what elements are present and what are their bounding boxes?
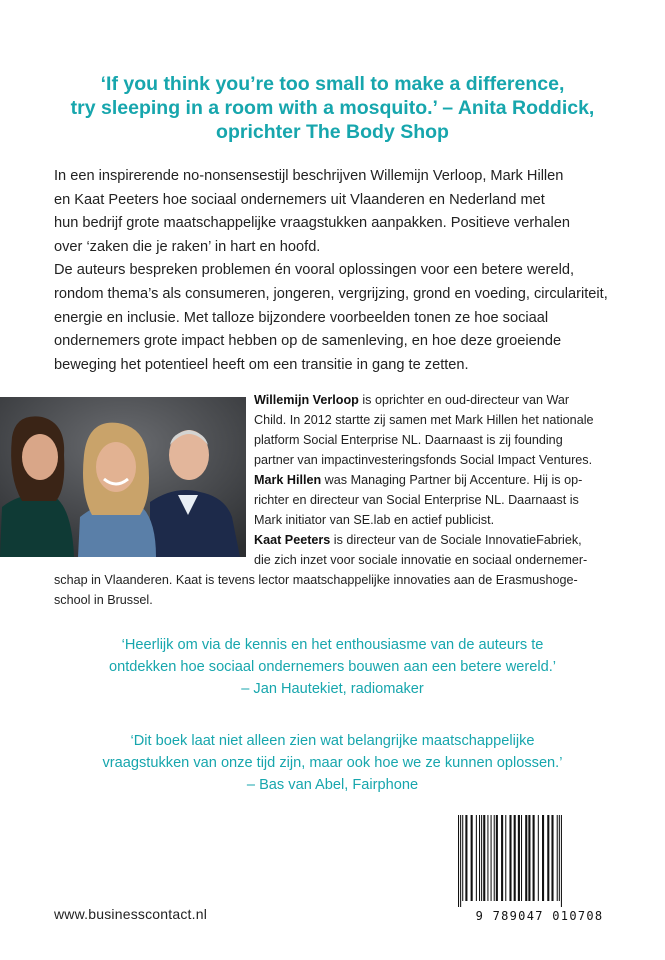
bio-line: schap in Vlaanderen. Kaat is tevens lector maatschappelijke innovaties aan de Erasmushoge- [54,573,578,587]
barcode-bar [487,815,488,901]
bio-line: partner van impactinvesteringsfonds Social Impact Ventures. [254,453,593,467]
hero-quote-line: oprichter The Body Shop [216,121,449,143]
authors-photo [0,397,246,557]
bio-line [254,530,582,550]
barcode-bar [476,815,477,901]
hero-quote-line: try sleeping in a room with a mosquito.’ – Anita Roddick, [70,97,595,119]
endorsement-quote [40,730,625,796]
barcode-bars [454,815,625,907]
barcode-bar [491,815,492,901]
barcode-bar [462,815,463,901]
intro-line: rondom thema’s als consumeren, jongeren, vergrijzing, grond en voeding, circulariteit, [54,285,608,302]
intro-line: over ‘zaken die je raken’ in hart en hoofd. [54,238,321,255]
barcode-bar [559,815,560,901]
author-name-kaat: Kaat Peeters [254,533,331,547]
barcode-bar [505,815,506,901]
intro-line: ondernemers grote impact hebben op de samenleving, en hoe deze groeiende [54,333,562,350]
barcode-bar [518,815,520,901]
isbn-number: 9 789047 010708 [475,909,604,923]
endorsement-attribution: – Jan Hautekiet, radiomaker [241,681,424,697]
bio-line: richter en directeur van Social Enterprise NL. Daarnaast is [254,493,579,507]
bio-line [254,390,569,410]
bio-line: die zich inzet voor sociale innovatie en sociaal ondernemer- [254,553,588,567]
barcode-bar [557,815,558,901]
authors-photo-illustration [0,397,246,557]
barcode-bar [481,815,482,901]
endorsement-quote [40,634,625,700]
barcode-bar [479,815,480,901]
intro-line: energie en inclusie. Met talloze bijzondere voorbeelden tonen ze hoe sociaal [54,309,549,326]
bio-line: school in Brussel. [54,593,153,607]
barcode-bar [533,815,535,901]
barcode-bar [494,815,495,901]
intro-line: hun bedrijf grote maatschappelijke vraagstukken aanpakken. Positieve verhalen [54,215,570,232]
bio-line: Mark initiator van SE.lab en actief publicist. [254,513,495,527]
endorsement-line: ontdekken hoe sociaal ondernemers bouwen aan een betere wereld.’ [108,659,557,675]
author-name-mark: Mark Hillen [254,473,322,487]
endorsement-line: ‘Dit boek laat niet alleen zien wat belangrijke maatschappelijke [130,733,535,749]
barcode-bar [496,815,498,901]
endorsement-line: vraagstukken van onze tijd zijn, maar ook hoe we ze kunnen oplossen.’ [102,755,563,771]
barcode-bar [509,815,511,901]
barcode-bar [542,815,544,901]
bio-text: was Managing Partner bij Accenture. Hij is op- [321,473,583,487]
publisher-website[interactable]: www.businesscontact.nl [54,906,208,922]
hero-quote [40,72,625,144]
barcode-bar [521,815,522,901]
author-name-willemijn: Willemijn Verloop [254,393,359,407]
barcode-bar [525,815,527,901]
bio-text: is directeur van de Sociale InnovatieFabriek, [330,533,582,547]
barcode-bar [561,815,562,907]
barcode-bar [547,815,549,901]
bio-text: is oprichter en oud-directeur van War [358,393,570,407]
barcode-bar [465,815,467,901]
barcode-bar [471,815,473,901]
barcode-bar [460,815,461,907]
barcode-bar [458,815,459,907]
barcode-bar [501,815,503,901]
intro-line: beweging het potentieel heeft om een transitie in gang te zetten. [54,356,469,373]
intro-line: In een inspirerende no-nonsensestijl beschrijven Willemijn Verloop, Mark Hillen [54,168,564,184]
barcode-bar [528,815,530,901]
barcode-bar [514,815,516,901]
endorsement-attribution: – Bas van Abel, Fairphone [246,777,419,793]
barcode-bar [483,815,485,901]
bio-line [254,470,582,490]
intro-line: en Kaat Peeters hoe sociaal ondernemers uit Vlaanderen en Nederland met [54,191,545,208]
bio-line: Child. In 2012 startte zij samen met Mark Hillen het nationale [254,413,594,427]
intro-line: De auteurs bespreken problemen én vooral oplossingen voor een betere wereld, [54,262,575,279]
barcode-bar [551,815,553,901]
endorsement-line: ‘Heerlijk om via de kennis en het enthousiasme van de auteurs te [121,637,544,653]
bio-line: platform Social Enterprise NL. Daarnaast is zij founding [254,433,563,447]
hero-quote-line: ‘If you think you’re too small to make a difference, [100,73,565,95]
intro-text [54,165,622,377]
barcode-bar [538,815,539,901]
